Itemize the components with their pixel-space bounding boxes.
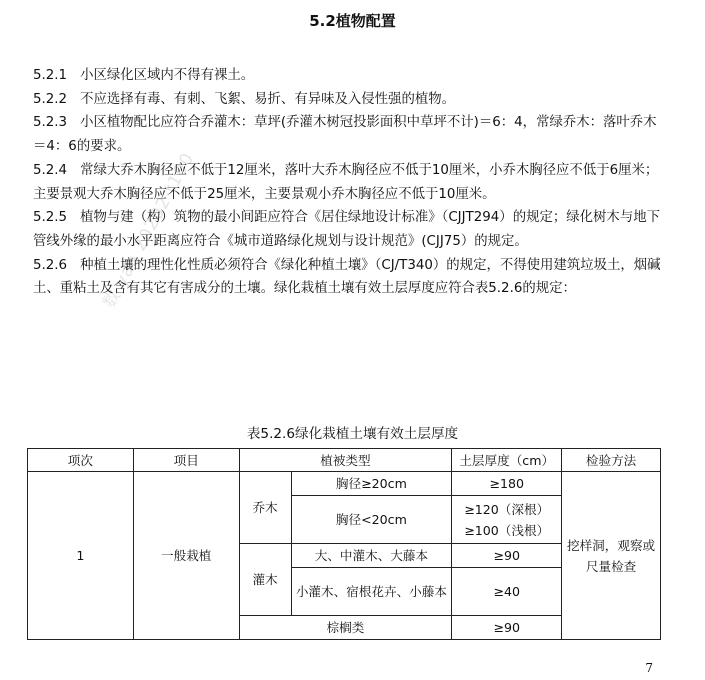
cell-thickness: ≥90 (452, 616, 562, 640)
header-soil-thickness: 土层厚度（cm） (452, 449, 562, 472)
cell-inspection-method: 挖样洞，观察或尺量检查 (562, 472, 661, 640)
thickness-shallow-root: ≥100（浅根） (464, 522, 550, 538)
header-item-no: 项次 (28, 449, 134, 472)
clause-5-2-4 (33, 159, 663, 206)
clause-5-2-5 (33, 206, 663, 253)
clause-text: 小区绿化区域内不得有裸土。 (80, 68, 255, 83)
clause-5-2-6 (33, 254, 663, 301)
header-vegetation-type: 植被类型 (239, 449, 452, 472)
header-inspection-method: 检验方法 (562, 449, 661, 472)
clause-5-2-2 (33, 88, 663, 112)
clause-number: 5.2.2 (33, 91, 68, 107)
clause-5-2-1 (33, 64, 663, 88)
clause-number: 5.2.5 (33, 210, 68, 226)
cell-vegetation-type: 胸径<20cm (291, 496, 452, 544)
cell-thickness: ≥90 (452, 544, 562, 568)
cell-vegetation-type: 胸径≥20cm (291, 472, 452, 496)
thickness-deep-root: ≥120（深根） (464, 501, 550, 517)
clause-5-2-3 (33, 111, 663, 158)
clause-list (33, 64, 663, 301)
cell-item: 一般栽植 (133, 472, 239, 640)
table-row (28, 472, 661, 496)
cell-thickness: ≥180 (452, 472, 562, 496)
cell-thickness (452, 496, 562, 544)
watermark: 数 yao 20202 t100 (99, 149, 199, 312)
table-header-row (28, 449, 661, 472)
cell-tree-group: 乔木 (239, 472, 291, 544)
cell-vegetation-type: 小灌木、宿根花卉、小藤本 (291, 568, 452, 616)
cell-thickness: ≥40 (452, 568, 562, 616)
clause-number: 5.2.6 (33, 257, 68, 273)
cell-vegetation-type: 棕榈类 (239, 616, 452, 640)
clause-text: 小区植物配比应符合乔灌木：草坪(乔灌木树冠投影面积中草坪不计)＝6：4，常绿乔木：落叶乔木＝4：6的要求。 (33, 115, 657, 155)
page-number: 7 (645, 661, 653, 675)
header-item: 项目 (133, 449, 239, 472)
cell-vegetation-type: 大、中灌木、大藤本 (291, 544, 452, 568)
table-caption: 表5.2.6绿化栽植土壤有效土层厚度 (246, 426, 459, 442)
clause-text: 常绿大乔木胸径应不低于12厘米，落叶大乔木胸径应不低于10厘米，小乔木胸径应不低于6厘米；主要景观大乔木胸径应不低于25厘米，主要景观小乔木胸径应不低于10厘米。 (33, 162, 659, 202)
clause-text: 不应选择有毒、有刺、飞絮、易折、有异味及入侵性强的植物。 (80, 91, 456, 107)
clause-number: 5.2.4 (33, 162, 68, 178)
clause-number: 5.2.1 (33, 68, 68, 83)
section-title: 5.2植物配置 (309, 12, 396, 30)
clause-text: 植物与建（构）筑物的最小间距应符合《居住绿地设计标准》（CJJT294）的规定；绿化树木与地下管线外缘的最小水平距离应符合《城市道路绿化规划与设计规范》(CJJ75）的规定。 (33, 210, 660, 249)
cell-item-no: 1 (28, 472, 134, 640)
clause-number: 5.2.3 (33, 115, 68, 131)
clause-text: 种植土壤的理性化性质必须符合《绿化种植土壤》（CJ/T340）的规定，不得使用建筑垃圾土，烟碱土、重粘土及含有其它有害成分的土壤。绿化栽植土壤有效土层厚度应符合表5.2.6的规定： (33, 257, 661, 297)
soil-thickness-table (27, 448, 661, 640)
cell-shrub-group: 灌木 (239, 544, 291, 616)
